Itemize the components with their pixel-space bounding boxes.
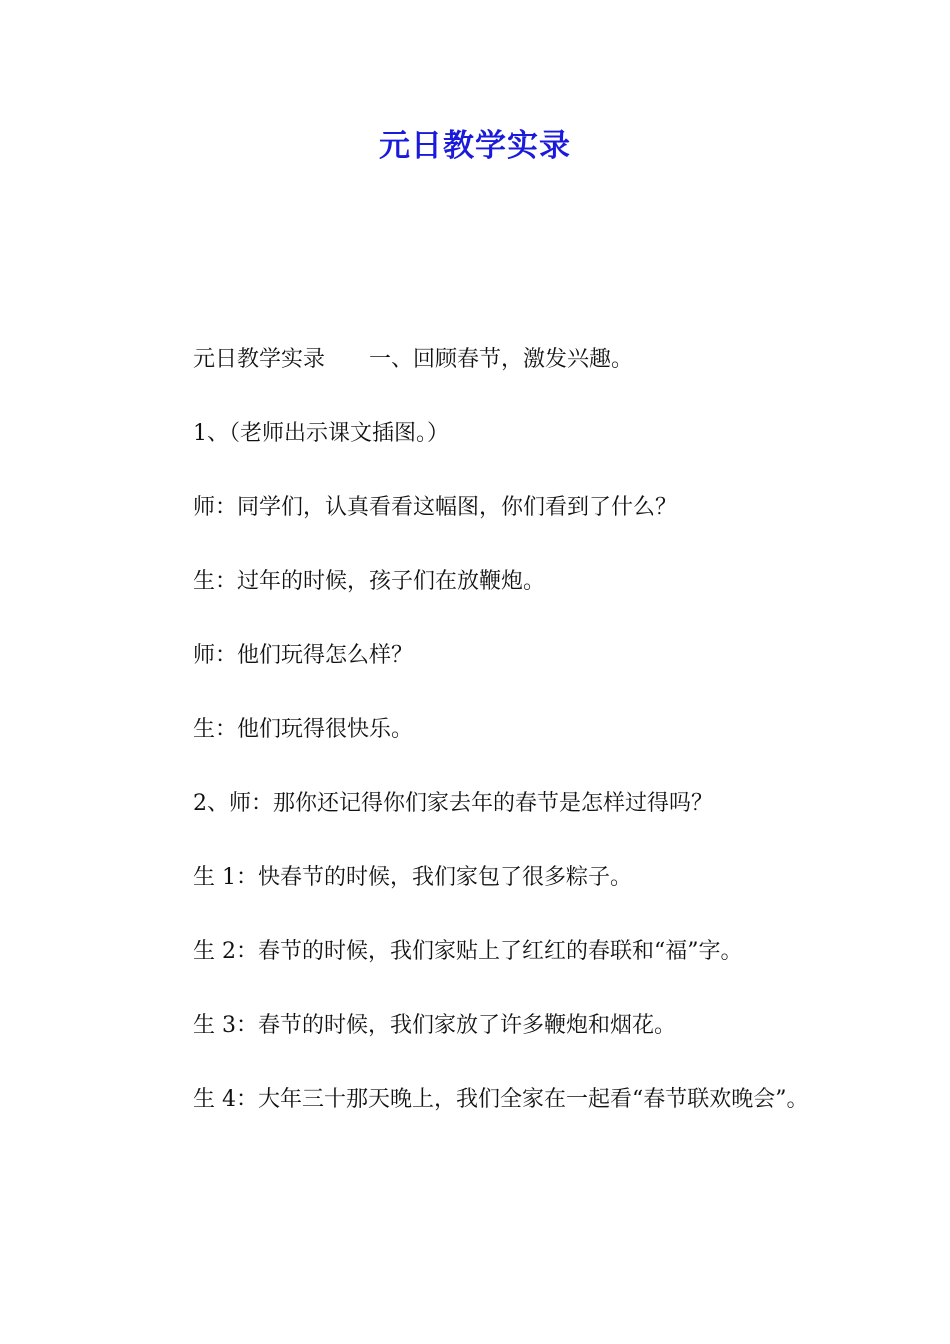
paragraph-1: [145, 336, 815, 384]
paragraph-7: 2、师：那你还记得你们家去年的春节是怎样过得吗？: [193, 791, 713, 816]
paragraph-lead: 元日教学实录: [193, 347, 326, 372]
paragraph-6: 生：他们玩得很快乐。: [193, 717, 414, 742]
paragraph-5: 师：他们玩得怎么样？: [193, 643, 414, 668]
document-title: 元日教学实录: [379, 128, 571, 164]
paragraph-3: 师：同学们，认真看看这幅图，你们看到了什么？: [193, 495, 678, 520]
paragraph-8: 生 1：快春节的时候，我们家包了很多粽子。: [193, 865, 632, 890]
paragraph-4: 生：过年的时候，孩子们在放鞭炮。: [193, 569, 546, 594]
paragraph-text: 一、回顾春节，激发兴趣。: [369, 347, 634, 372]
paragraph-9: 生 2：春节的时候，我们家贴上了红红的春联和“福”字。: [193, 939, 743, 964]
paragraph-2: 1、（老师出示课文插图。）: [193, 421, 449, 446]
paragraph-11: 生 4：大年三十那天晚上，我们全家在一起看“春节联欢晚会”。: [193, 1087, 809, 1112]
paragraph-10: 生 3：春节的时候，我们家放了许多鞭炮和烟花。: [193, 1013, 676, 1038]
document-body: [145, 336, 815, 1163]
